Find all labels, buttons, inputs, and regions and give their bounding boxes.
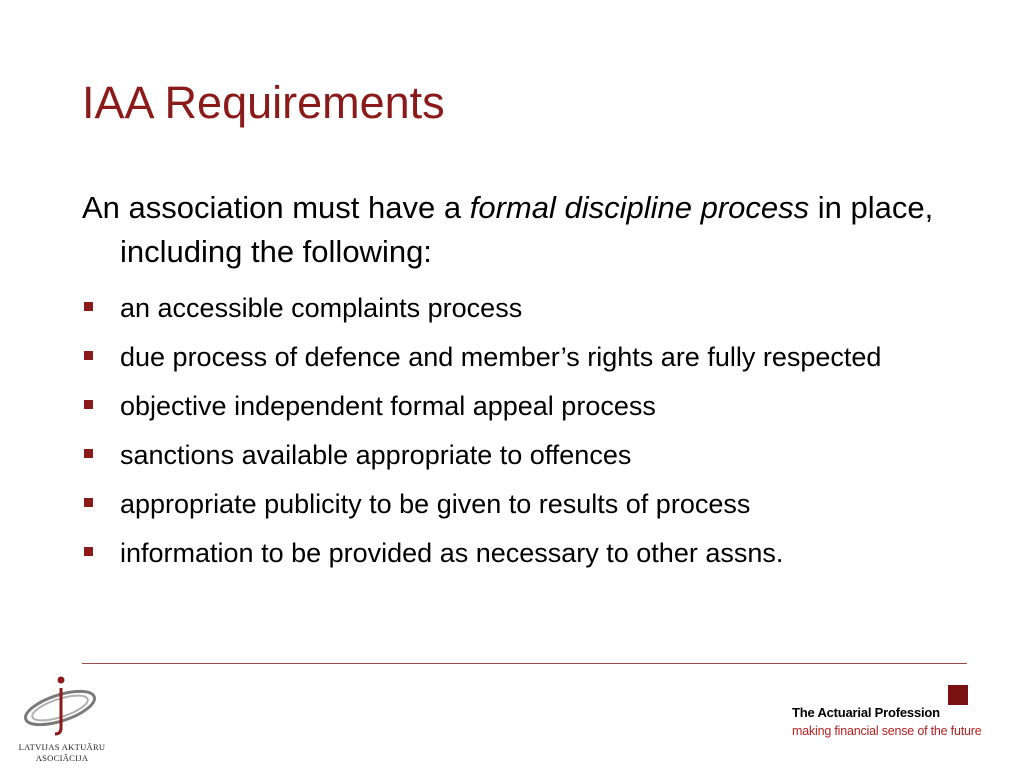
square-bullet-icon xyxy=(84,351,93,360)
square-bullet-icon xyxy=(84,400,93,409)
footer-divider xyxy=(82,663,967,664)
list-item-text: appropriate publicity to be given to results of process xyxy=(120,489,751,519)
square-bullet-icon xyxy=(84,449,93,458)
logo-text-line2: ASOCIĀCIJA xyxy=(35,753,89,763)
intro-text-before: An association must have a xyxy=(82,190,470,225)
association-emblem-icon xyxy=(20,672,104,740)
bullet-list xyxy=(82,288,962,582)
list-item-text: an accessible complaints process xyxy=(120,293,523,323)
list-item xyxy=(82,386,962,426)
logo-text-line1: LATVIJAS AKTUĀRU xyxy=(18,742,106,752)
list-item xyxy=(82,533,962,573)
list-item xyxy=(82,288,962,328)
square-bullet-icon xyxy=(84,547,93,556)
profession-tagline: making financial sense of the future xyxy=(792,724,982,738)
list-item xyxy=(82,484,962,524)
intro-paragraph xyxy=(82,186,980,274)
list-item-text: sanctions available appropriate to offences xyxy=(120,440,632,470)
list-item xyxy=(82,337,962,377)
profession-square-icon xyxy=(948,685,968,705)
list-item-text: due process of defence and member’s rights are fully respected xyxy=(120,342,882,372)
list-item-text: information to be provided as necessary to other assns. xyxy=(120,538,784,568)
profession-name: The Actuarial Profession xyxy=(792,705,940,720)
square-bullet-icon xyxy=(84,302,93,311)
list-item xyxy=(82,435,962,475)
intro-emphasis: formal discipline process xyxy=(469,190,810,225)
intro-text-after: in place, including the following: xyxy=(120,190,934,269)
latvian-actuarial-association-logo xyxy=(12,672,112,766)
square-bullet-icon xyxy=(84,498,93,507)
list-item-text: objective independent formal appeal process xyxy=(120,391,656,421)
slide-title: IAA Requirements xyxy=(82,77,445,128)
